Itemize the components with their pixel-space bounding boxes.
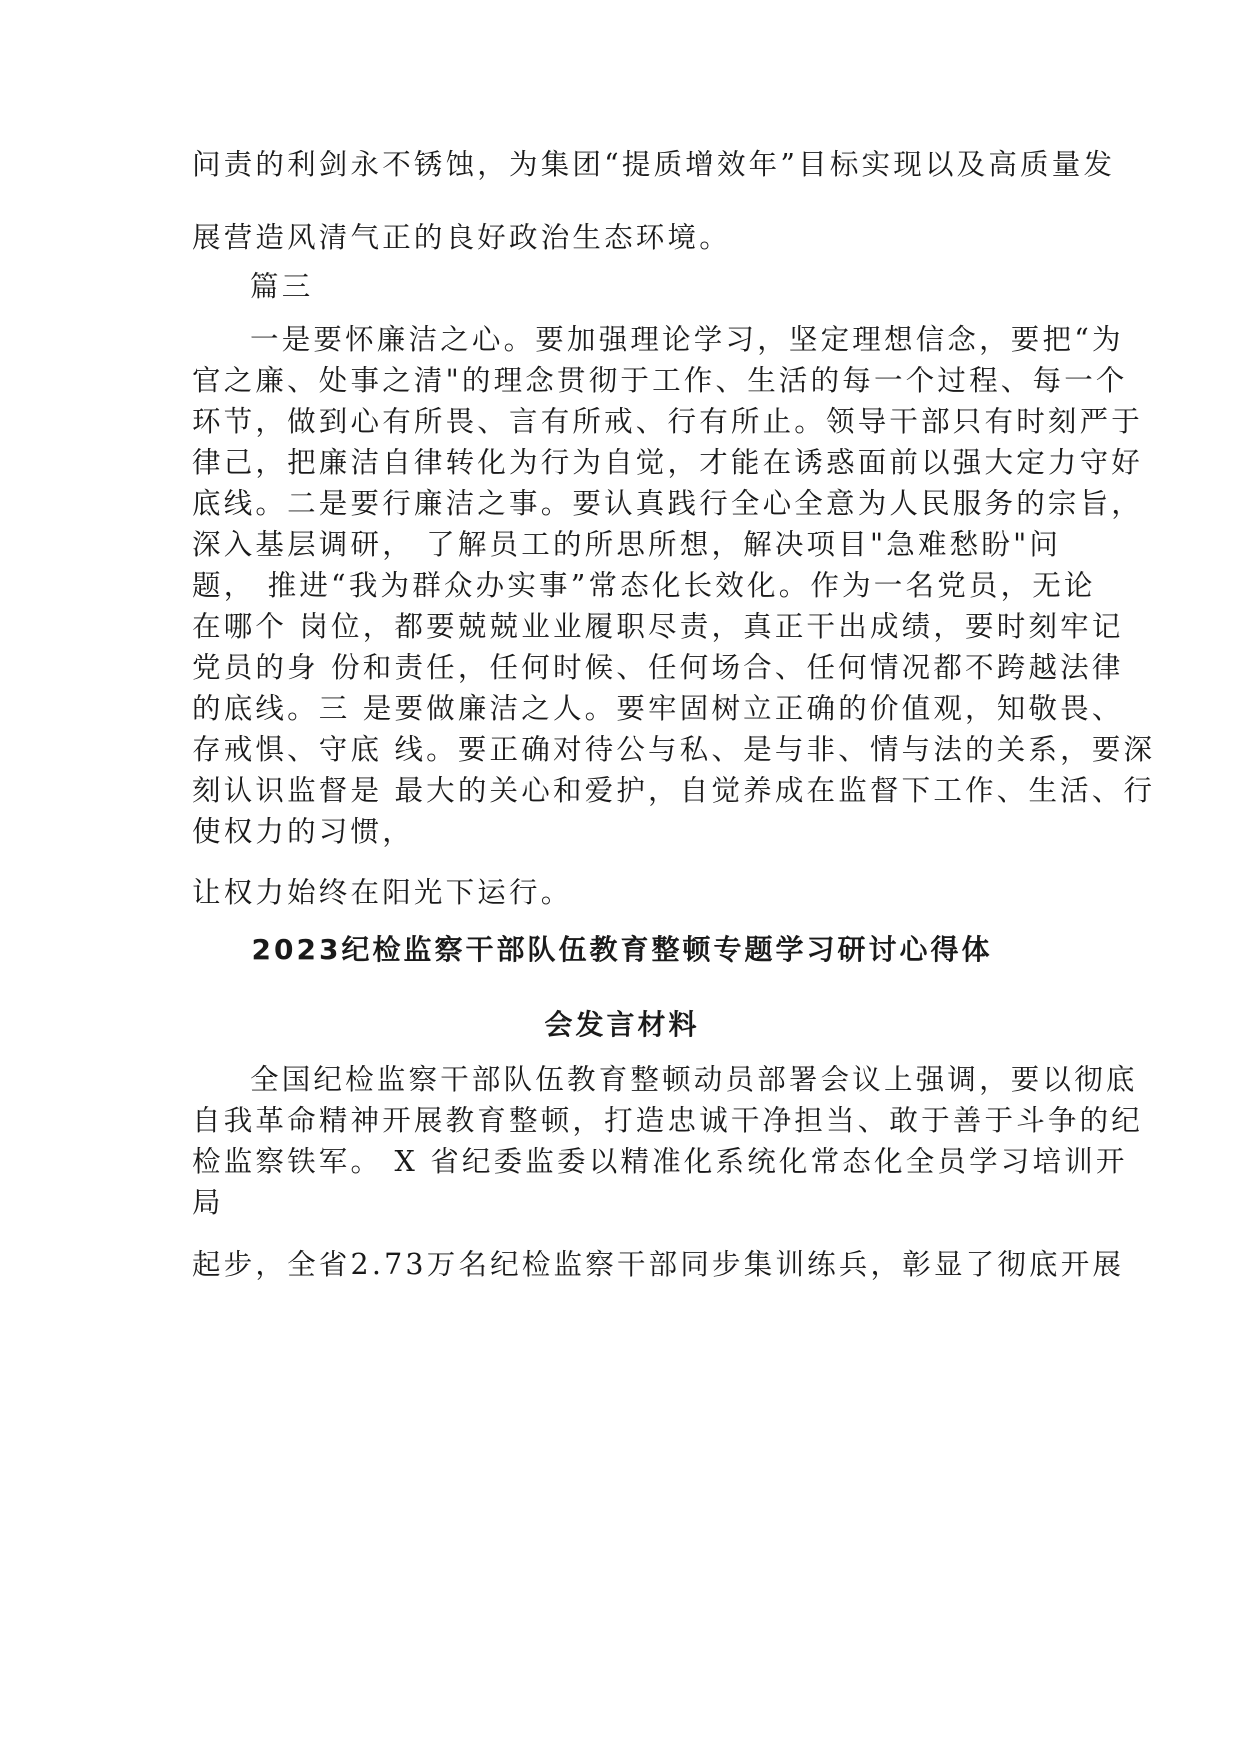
paragraph-line: 全国纪检监察干部队伍教育整顿动员部署会议上强调，要以彻底: [250, 1063, 1138, 1096]
paragraph-line: 在哪个 岗位，都要兢兢业业履职尽责，真正干出成绩，要时刻牢记: [192, 610, 1124, 643]
paragraph-line: 题， 推进“我为群众办实事”常态化长效化。作为一名党员，无论: [192, 569, 1096, 602]
paragraph-line: 的底线。三 是要做廉洁之人。要牢固树立正确的价值观，知敬畏、: [192, 692, 1124, 725]
paragraph-line: 党员的身 份和责任，任何时候、任何场合、任何情况都不跨越法律: [192, 651, 1124, 684]
paragraph-line: 起步，全省2.73万名纪检监察干部同步集训练兵，彰显了彻底开展: [192, 1248, 1125, 1281]
paragraph-line: 刻认识监督是 最大的关心和爱护，自觉养成在监督下工作、生活、行: [192, 774, 1156, 807]
paragraph-line: 展营造风清气正的良好政治生态环境。: [192, 221, 731, 254]
paragraph-line: 检监察铁军。 X 省纪委监委以精准化系统化常态化全员学习培训开: [192, 1145, 1128, 1178]
paragraph-line: 问责的利剑永不锈蚀，为集团“提质增效年”目标实现以及高质量发: [192, 148, 1116, 181]
paragraph-line: 一是要怀廉洁之心。要加强理论学习，坚定理想信念，要把“为: [250, 323, 1124, 356]
paragraph-line: 底线。二是要行廉洁之事。要认真践行全心全意为人民服务的宗旨，: [192, 487, 1144, 520]
section-label: 篇三: [250, 270, 314, 303]
paragraph-line: 局: [192, 1186, 224, 1219]
paragraph-line: 存戒惧、守底 线。要正确对待公与私、是与非、情与法的关系，要深: [192, 733, 1156, 766]
paragraph-line: 让权力始终在阳光下运行。: [192, 876, 573, 909]
paragraph-line: 深入基层调研， 了解员工的所思所想，解决项目"急难愁盼"问: [192, 528, 1062, 561]
document-title: 会发言材料: [544, 1008, 700, 1041]
paragraph-line: 自我革命精神开展教育整顿，打造忠诚干净担当、敢于善于斗争的纪: [192, 1104, 1144, 1137]
paragraph-line: 官之廉、处事之清"的理念贯彻于工作、生活的每一个过程、每一个: [192, 364, 1128, 397]
paragraph-line: 律己，把廉洁自律转化为行为自觉，才能在诱惑面前以强大定力守好: [192, 446, 1144, 479]
document-title: 2023纪检监察干部队伍教育整顿专题学习研讨心得体: [251, 933, 993, 966]
paragraph-line: 环节，做到心有所畏、言有所戒、行有所止。领导干部只有时刻严于: [192, 405, 1144, 438]
paragraph-line: 使权力的习惯，: [192, 815, 414, 848]
